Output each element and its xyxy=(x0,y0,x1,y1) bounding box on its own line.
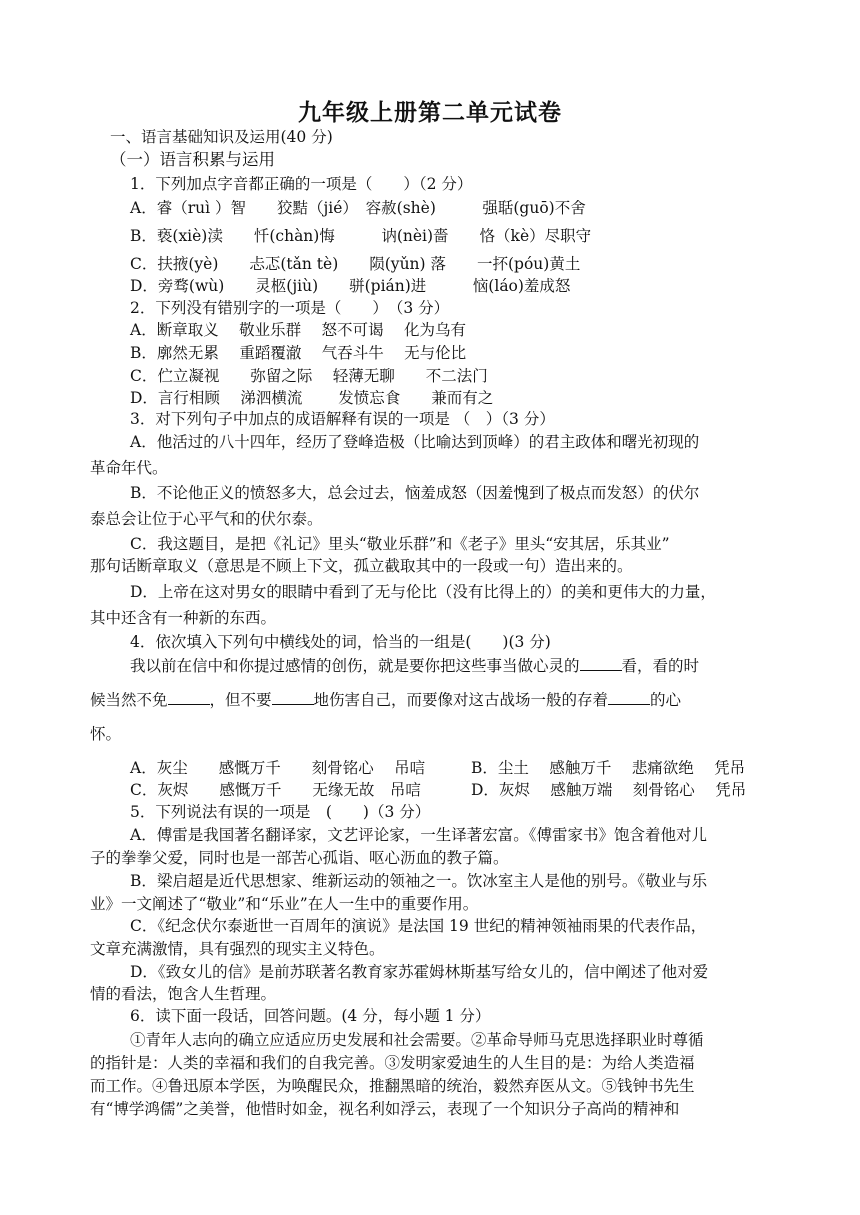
question-1-option-a: A．睿（ruì ）智 狡黠（jié） 容赦(shè) 强聒(guō)不舍 xyxy=(130,199,586,217)
question-5-option-b-line1: B．梁启超是近代思想家、维新运动的领袖之一。饮冰室主人是他的别号。《敬业与乐 xyxy=(130,872,708,890)
question-6-passage-line2: 的指针是：人类的幸福和我们的自我完善。③发明家爱迪生的人生目的是：为给人类造福 xyxy=(90,1054,695,1072)
question-2-option-d: D．言行相顾 涕泗横流 发愤忘食 兼而有之 xyxy=(130,389,494,407)
question-3-option-c-line2: 那句话断章取义（意思是不顾上下文，孤立截取其中的一段或一句）造出来的。 xyxy=(90,557,633,575)
question-4-option-b: B．尘土 感触万千 悲痛欲绝 凭吊 xyxy=(471,759,746,777)
question-5-option-a-line2: 子的拳拳父爱，同时也是一部苦心孤诣、呕心沥血的教子篇。 xyxy=(90,849,509,867)
question-1-option-d: D．旁骛(wù) 灵柩(jiù) 骈(pián)进 恼(láo)羞成怒 xyxy=(130,277,571,295)
question-1-option-b: B．亵(xiè)渎 忏(chàn)悔 讷(nèi)嗇 恪（kè）尽职守 xyxy=(130,227,592,245)
question-3-option-b-line1: B．不论他正义的愤怒多大，总会过去，恼羞成怒（因羞愧到了极点而发怒）的伏尔 xyxy=(130,484,700,502)
section-heading: 一、语言基础知识及运用(40 分) xyxy=(110,128,333,146)
fill-blank xyxy=(272,690,314,705)
question-4-stem: 4．依次填入下列句中横线处的词，恰当的一组是( )(3 分) xyxy=(130,633,551,651)
fill-blank xyxy=(168,690,210,705)
question-5-option-c-line2: 文章充满激情，具有强烈的现实主义特色。 xyxy=(90,940,385,958)
question-4-option-c: C．灰烬 感慨万千 无缘无故 吊唁 xyxy=(130,781,421,799)
question-3-option-d-line1: D．上帝在这对男女的眼睛中看到了无与伦比（没有比得上的）的美和更伟大的力量， xyxy=(130,583,716,601)
passage-text: 地伤害自己，而要像对这古战场一般的存着 xyxy=(313,691,609,709)
question-5-option-d-line2: 情的看法，饱含人生哲理。 xyxy=(90,985,277,1003)
question-4-passage-line2 xyxy=(90,690,681,710)
question-5-option-b-line2: 业》一文阐述了“敬业”和“乐业”在人一生中的重要作用。 xyxy=(90,895,479,913)
question-4-option-d: D．灰烬 感触万端 刻骨铭心 凭吊 xyxy=(471,781,747,799)
question-6-passage-line4: 有“博学鸿儒”之美誉，他惜时如金，视名利如浮云，表现了一个知识分子高尚的精神和 xyxy=(90,1100,680,1118)
page-title: 九年级上册第二单元试卷 xyxy=(298,99,562,126)
fill-blank xyxy=(608,690,650,705)
question-3-option-a-line2: 革命年代。 xyxy=(90,459,168,477)
subsection-heading: （一）语言积累与运用 xyxy=(110,150,275,169)
question-5-stem: 5．下列说法有误的一项是 ( )（3 分） xyxy=(130,803,431,821)
question-3-option-c-line1: C．我这题目，是把《礼记》里头“敬业乐群”和《老子》里头“安其居，乐其业” xyxy=(130,535,670,553)
passage-text: 的心 xyxy=(650,691,682,709)
question-6-stem: 6．读下面一段话，回答问题。(4 分，每小题 1 分） xyxy=(130,1007,491,1025)
question-2-option-b: B．廓然无累 重蹈覆澈 气吞斗牛 无与伦比 xyxy=(130,344,467,362)
question-5-option-d-line1: D．《致女儿的信》是前苏联著名教育家苏霍姆林斯基写给女儿的，信中阐述了他对爱 xyxy=(130,963,709,981)
fill-blank xyxy=(580,656,622,671)
question-3-option-d-line2: 其中还含有一种新的东西。 xyxy=(90,609,277,627)
question-5-option-a-line1: A．傅雷是我国著名翻译家，文艺评论家，一生译著宏富。《傅雷家书》饱含着他对儿 xyxy=(130,826,707,844)
question-5-option-c-line1: C．《纪念伏尔泰逝世一百周年的演说》是法国 19 世纪的精神领袖雨果的代表作品， xyxy=(130,917,707,935)
question-4-passage-line3: 怀。 xyxy=(90,725,122,743)
question-6-passage-line3: 而工作。④鲁迅原本学医，为唤醒民众，推翻黑暗的统治，毅然弃医从文。⑤钱钟书先生 xyxy=(90,1077,695,1095)
question-6-passage-line1: ①青年人志向的确立应适应历史发展和社会需要。②革命导师马克思选择职业时尊循 xyxy=(130,1031,704,1049)
question-1-stem: 1．下列加点字音都正确的一项是（ ）（2 分） xyxy=(130,175,473,193)
question-2-stem: 2．下列没有错别字的一项是（ ） （3 分） xyxy=(130,299,450,317)
passage-text: 我以前在信中和你提过感情的创伤，就是要你把这些事当做心灵的 xyxy=(130,657,580,675)
question-4-passage-line1 xyxy=(130,656,699,676)
question-4-option-a: A．灰尘 感慨万千 刻骨铭心 吊唁 xyxy=(130,759,426,777)
passage-text: 看，看的时 xyxy=(621,657,700,675)
question-3-stem: 3．对下列句子中加点的成语解释有误的一项是 （ ）（3 分） xyxy=(130,410,555,428)
question-3-option-a-line1: A．他活过的八十四年，经历了登峰造极（比喻达到顶峰）的君主政体和曙光初现的 xyxy=(130,433,700,451)
question-3-option-b-line2: 泰总会让位于心平气和的伏尔泰。 xyxy=(90,510,323,528)
question-2-option-a: A．断章取义 敬业乐群 怒不可谒 化为乌有 xyxy=(130,321,466,339)
question-2-option-c: C．伫立凝视 弥留之际 轻薄无聊 不二法门 xyxy=(130,367,488,385)
passage-text: ，但不要 xyxy=(209,691,272,709)
passage-text: 候当然不免 xyxy=(90,691,168,709)
question-1-option-c: C．扶掖(yè) 忐忑(tǎn tè) 陨(yǔn) 落 一抔(póu)黄土 xyxy=(130,255,581,273)
